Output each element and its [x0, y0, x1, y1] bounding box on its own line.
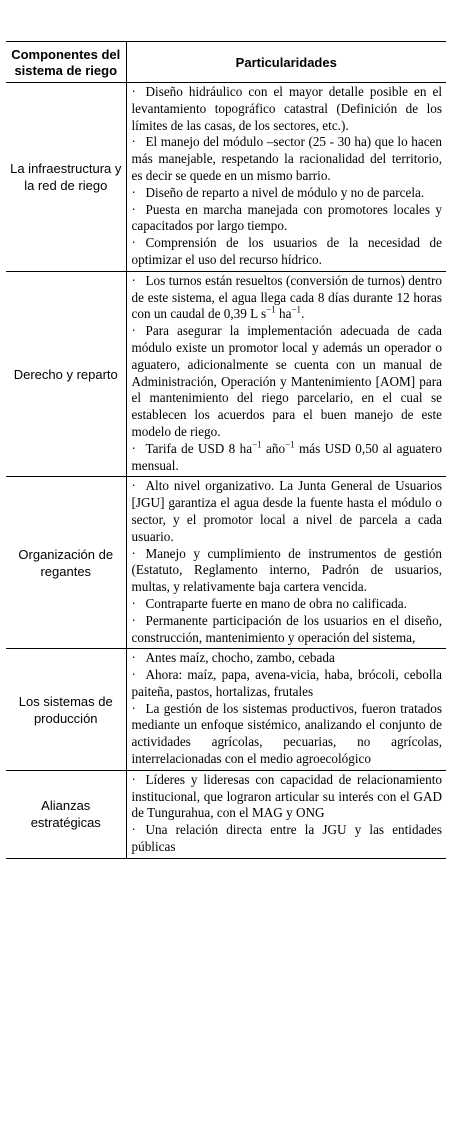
- particulars-cell: [126, 649, 446, 771]
- particular-text: Manejo y cumplimiento de instrumentos de gestión (Estatuto, Reglamento interno, Padrón de usuarios, multas, y relativamente baja cartera vencida.: [131, 545, 442, 595]
- irrigation-components-table: [6, 41, 446, 859]
- header-particulars: Particularidades: [235, 55, 337, 70]
- particular-text: Permanente participación de los usuarios en el diseño, construcción, mantenimiento y operación del sistema,: [131, 612, 442, 645]
- particular-item: [132, 546, 443, 596]
- component-cell: La infraestructura y la red de riego: [6, 83, 126, 272]
- particular-item: [132, 323, 443, 441]
- unit-text: ha: [275, 306, 292, 322]
- particular-text: Alto nivel organizativo. La Junta General de Usuarios [JGU] garantiza el agua desde la fuente hasta el módulo o sector, y el promotor local a nivel de parcela a cada usuario.: [131, 478, 442, 544]
- particulars-cell: [126, 83, 446, 272]
- table-row: [6, 271, 446, 477]
- particular-item: [132, 667, 443, 701]
- particular-item: [132, 202, 443, 236]
- particulars-cell: [126, 271, 446, 477]
- table-row: [6, 770, 446, 858]
- particular-text: Líderes y lideresas con capacidad de relacionamiento institucional, que lograron articular su interés con el GAD de Tungurahua, con el MAG y ONG: [131, 771, 442, 821]
- table-header-row: [6, 42, 446, 83]
- bullet-icon: ·: [131, 667, 136, 683]
- particulars-cell: [126, 477, 446, 649]
- component-cell: Los sistemas de producción: [6, 649, 126, 771]
- bullet-icon: ·: [131, 822, 136, 838]
- component-cell: Derecho y reparto: [6, 271, 126, 477]
- unit-exponent: −1: [252, 439, 262, 450]
- bullet-icon: ·: [131, 235, 136, 251]
- particular-text: Puesta en marcha manejada con promotores locales y capacitados por largo tiempo.: [131, 201, 442, 234]
- particular-item: [132, 596, 443, 613]
- particular-text: Diseño de reparto a nivel de módulo y no de parcela.: [145, 184, 425, 200]
- particular-item: [132, 185, 443, 202]
- bullet-icon: ·: [131, 612, 136, 628]
- particular-text: Contraparte fuerte en mano de obra no calificada.: [145, 595, 407, 611]
- particular-item: [132, 84, 443, 134]
- bullet-icon: ·: [131, 272, 136, 288]
- particular-item: [132, 273, 443, 323]
- particular-item: [132, 701, 443, 768]
- particular-item: [132, 235, 443, 269]
- table-body: [6, 83, 446, 859]
- bullet-icon: ·: [131, 545, 136, 561]
- unit-exponent: −1: [266, 304, 276, 315]
- table-wrapper: [6, 41, 446, 859]
- bullet-icon: ·: [131, 595, 136, 611]
- bullet-icon: ·: [131, 323, 136, 339]
- table-row: [6, 649, 446, 771]
- bullet-icon: ·: [131, 134, 136, 150]
- bullet-icon: ·: [131, 771, 136, 787]
- particular-item: [132, 441, 443, 475]
- particular-item: [132, 772, 443, 822]
- bullet-icon: ·: [131, 201, 136, 217]
- particular-text: Tarifa de USD 8 ha: [145, 440, 253, 456]
- particular-text: Ahora: maíz, papa, avena-vicia, haba, brócoli, cebolla paiteña, pastos, hortalizas, frutales: [131, 667, 442, 699]
- bullet-icon: ·: [131, 478, 136, 494]
- particular-item: [132, 613, 443, 647]
- particular-text: Los turnos están resueltos (conversión de turnos) dentro de este sistema, el agua llega cada 8 días durante 12 horas con un caudal de 0,39 L s: [131, 272, 442, 322]
- particular-item: [132, 650, 443, 667]
- component-cell: Organización de regantes: [6, 477, 126, 649]
- bullet-icon: ·: [131, 184, 136, 200]
- particular-text-end: .: [301, 306, 305, 322]
- component-cell: Alianzas estratégicas: [6, 770, 126, 858]
- table-row: [6, 83, 446, 272]
- unit-text: año: [261, 440, 286, 456]
- particular-text-end: más USD 0,50 al aguatero mensual.: [131, 440, 442, 473]
- particular-item: [132, 478, 443, 545]
- bullet-icon: ·: [131, 650, 136, 666]
- bullet-icon: ·: [131, 440, 136, 456]
- bullet-icon: ·: [131, 84, 136, 99]
- particular-text: El manejo del módulo –sector (25 - 30 ha) que lo hacen más manejable, respetando la racionalidad del territorio, es decir se quede en un mismo barrio.: [131, 134, 442, 183]
- particular-item: [132, 822, 443, 856]
- particular-text: La gestión de los sistemas productivos, fueron tratados mediante un enfoque sistémico, analizando el conjunto de actividades agrícolas, pecuarias, no agrícolas, interrelacionadas con el medio agroecológico: [131, 700, 442, 767]
- header-components: Componentes del sistema de riego: [6, 42, 126, 83]
- particular-text: Diseño hidráulico con el mayor detalle posible en el levantamiento topográfico catastral (Definición de los límites de las casas, de los sectores, etc.).: [131, 84, 442, 133]
- particulars-cell: [126, 770, 446, 858]
- unit-exponent: −1: [285, 439, 295, 450]
- unit-exponent: −1: [291, 304, 302, 315]
- particular-text: Una relación directa entre la JGU y las entidades públicas: [131, 822, 442, 855]
- particular-text: Para asegurar la implementación adecuada de cada módulo existe un promotor local y además un operador o aguatero, adicionalmente se cuenta con un manual de Administración, Operación y Mantenimiento [AOM] para el mantenimiento del riego parcelario, en el cual se establecen los acuerdos para el buen manejo de este modelo de riego.: [131, 323, 442, 439]
- particular-item: [132, 134, 443, 184]
- particular-text: Comprensión de los usuarios de la necesidad de optimizar el uso del recurso hídrico.: [131, 235, 442, 267]
- bullet-icon: ·: [131, 700, 136, 716]
- table-row: [6, 477, 446, 649]
- particular-text: Antes maíz, chocho, zambo, cebada: [145, 650, 335, 666]
